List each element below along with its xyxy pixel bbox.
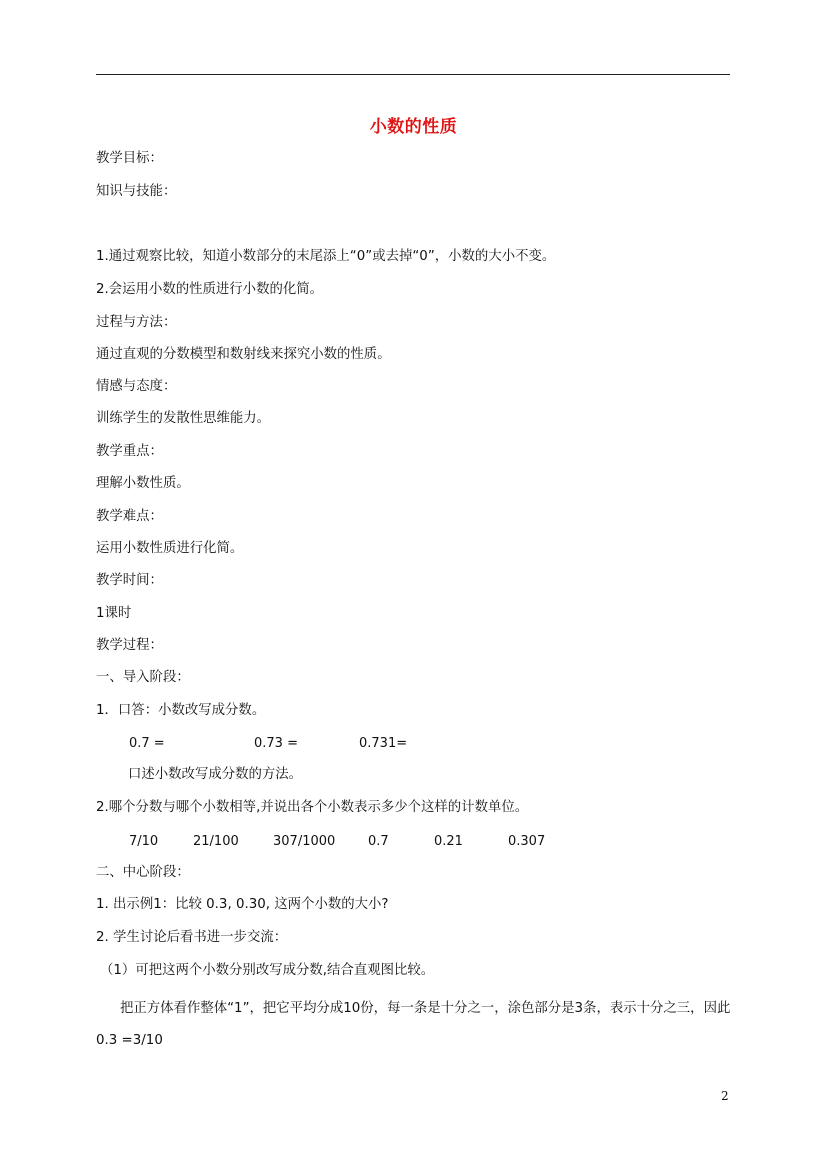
oral-item: 0.73 = [254,736,298,751]
text-line: 2.哪个分数与哪个小数相等,并说出各个小数表示多少个这样的计数单位。 [96,800,529,815]
text-line: 教学目标： [96,151,163,166]
section-heading: 一、导入阶段： [96,670,190,685]
text-line: 运用小数性质进行化简。 [96,541,244,556]
match-item: 0.307 [508,834,546,849]
match-item: 0.21 [434,834,463,849]
text-line: 1.通过观察比较，知道小数部分的末尾添上“0”或去掉“0”，小数的大小不变。 [96,249,556,264]
oral-item: 0.7 = [129,736,165,751]
text-line: 2. 学生讨论后看书进一步交流： [96,930,288,945]
section-heading: 教学过程： [96,638,163,653]
text-line: 1. 出示例1：比较 0.3, 0.30, 这两个小数的大小? [96,897,389,912]
text-line: 1课时 [96,606,132,621]
section-heading: 情感与态度： [96,379,177,394]
oral-item: 0.731= [359,736,408,751]
match-item: 21/100 [193,834,239,849]
text-line: 训练学生的发散性思维能力。 [96,411,271,426]
text-line: 1．口答：小数改写成分数。 [96,703,266,718]
section-heading: 过程与方法： [96,315,177,330]
text-line: 理解小数性质。 [96,476,190,491]
section-heading: 教学难点： [96,509,163,524]
match-item: 7/10 [129,834,159,849]
document-title: 小数的性质 [369,117,458,137]
section-heading: 教学重点： [96,444,163,459]
header-rule [96,74,730,75]
page-number: 2 [721,1089,729,1103]
text-line: 知识与技能： [96,184,177,199]
match-item: 307/1000 [273,834,336,849]
text-line: （1）可把这两个小数分别改写成分数,结合直观图比较。 [100,963,435,978]
paragraph: 把正方体看作整体“1”，把它平均分成10份，每一条是十分之一，涂色部分是3条，表示十分之三，因此0.3 =3/10 [96,1001,731,1048]
section-heading: 二、中心阶段： [96,865,190,880]
match-item: 0.7 [368,834,389,849]
text-line: 通过直观的分数模型和数射线来探究小数的性质。 [96,347,391,362]
text-line: 口述小数改写成分数的方法。 [128,767,303,782]
section-heading: 教学时间： [96,573,163,588]
text-line: 2.会运用小数的性质进行小数的化简。 [96,282,324,297]
